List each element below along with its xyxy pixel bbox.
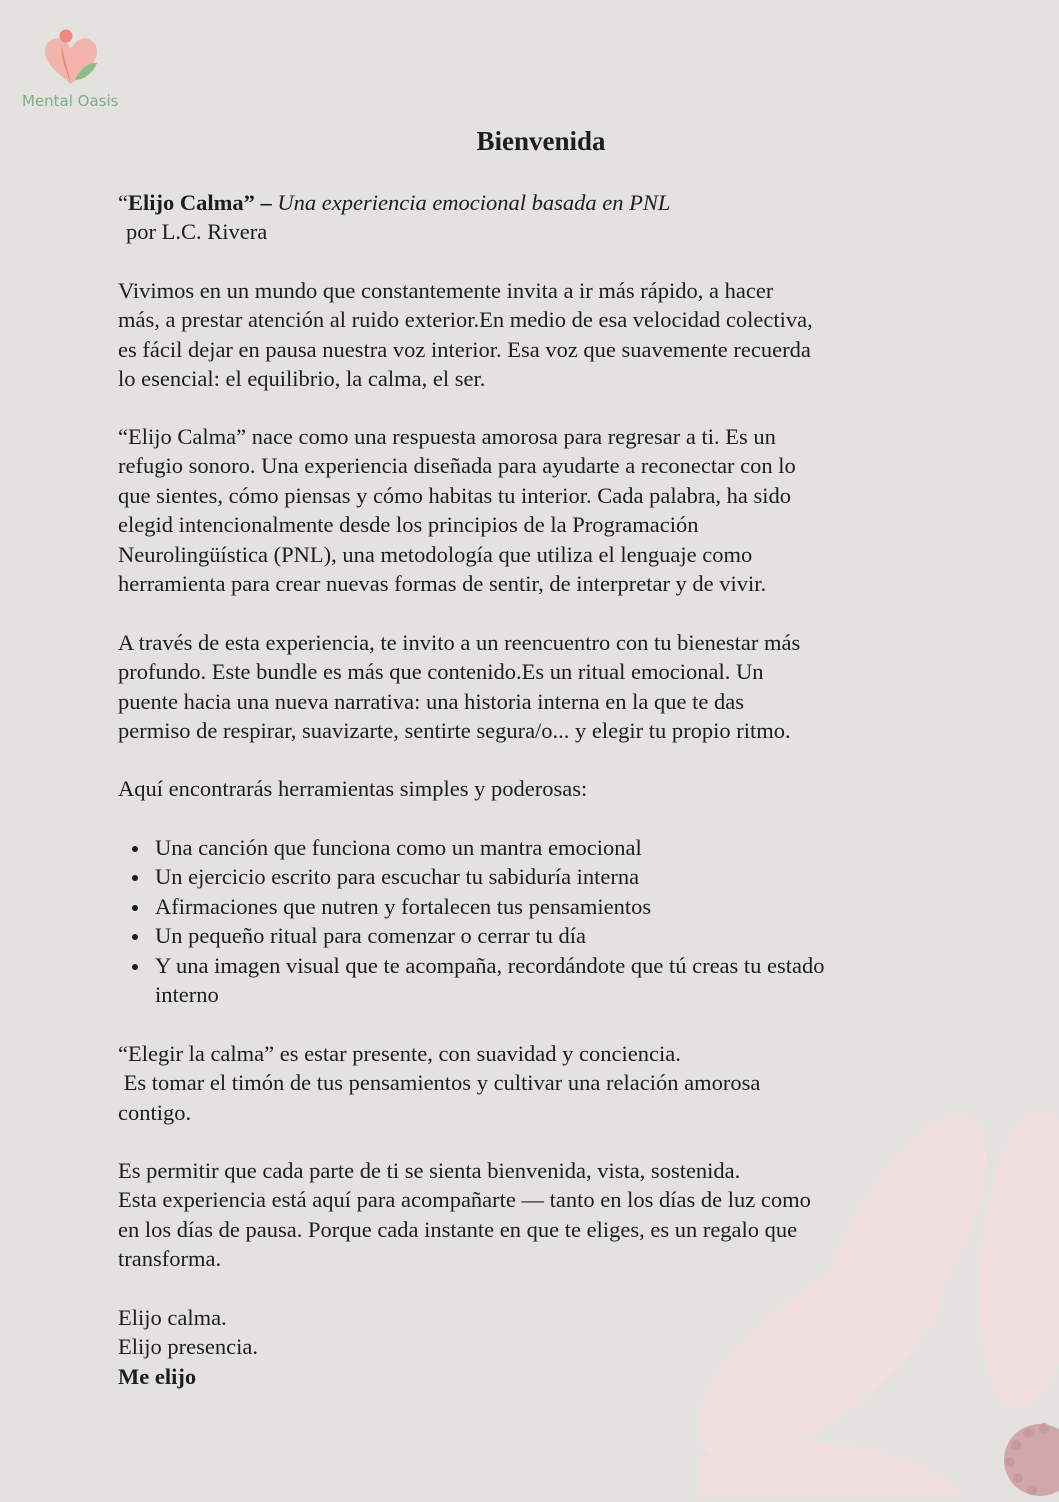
calm-paragraph [118, 1039, 978, 1127]
experience-name: Elijo Calma [128, 190, 244, 215]
list-item [118, 921, 978, 950]
logo-text: Mental Oasis [22, 92, 119, 110]
intro-paragraph [118, 276, 978, 394]
paragraph-line: herramienta para crear nuevas formas de sentir, de interpretar y de vivir. [118, 571, 767, 597]
paragraph-line: es fácil dejar en pausa nuestra voz interior. Esa voz que suavemente recuerda [118, 336, 811, 362]
paragraph-line: más, a prestar atención al ruido exterior.En medio de esa velocidad colectiva, [118, 307, 813, 333]
paragraph-line: refugio sonoro. Una experiencia diseñada para ayudarte a reconectar con lo [118, 453, 796, 479]
list-item [118, 862, 978, 891]
paragraph-line: Neurolingüística (PNL), una metodología que utiliza el lenguaje como [118, 541, 753, 567]
subtitle-block [118, 188, 978, 247]
paragraph-line: Es tomar el timón de tus pensamientos y cultivar una relación amorosa [118, 1070, 761, 1096]
list-item-text: Afirmaciones que nutren y fortalecen tus pensamientos [155, 893, 652, 919]
paragraph-line: Es permitir que cada parte de ti se sienta bienvenida, vista, sostenida. [118, 1158, 741, 1183]
closing-line: Elijo presencia. [118, 1334, 258, 1360]
subtitle-line [118, 188, 978, 217]
author: por L.C. Rivera [126, 219, 268, 245]
paragraph-line: en los días de pausa. Porque cada instante en que te eliges, es un regalo que [118, 1216, 798, 1242]
list-item-text: Un pequeño ritual para comenzar o cerrar tu día [155, 923, 587, 949]
list-item-text: Y una imagen visual que te acompaña, recordándote que tú creas tu estado [155, 952, 825, 978]
paragraph-line: puente hacia una nueva narrativa: una historia interna en la que te das [118, 688, 744, 714]
paragraph-line: elegid intencionalmente desde los principios de la Programación [118, 512, 699, 538]
tools-list [118, 833, 978, 1009]
list-item-text: interno [155, 982, 219, 1008]
closing-line: Elijo calma. [118, 1305, 227, 1330]
paragraph-line: contigo. [118, 1099, 192, 1125]
list-item [118, 951, 978, 1010]
mental-oasis-logo [18, 28, 130, 118]
list-item [118, 833, 978, 862]
paragraph-line: profundo. Este bundle es más que contenido.Es un ritual emocional. Un [118, 659, 764, 685]
heart-person-leaf-icon [42, 28, 100, 90]
paragraph-line: lo esencial: el equilibrio, la calma, el ser. [118, 366, 486, 392]
list-item [118, 892, 978, 921]
paragraph-line: Esta experiencia está aquí para acompañarte — tanto en los días de luz como [118, 1187, 811, 1213]
closing-line: Me elijo [118, 1363, 197, 1389]
list-item-text: Una canción que funciona como un mantra emocional [155, 835, 642, 860]
paragraph-line: permiso de respirar, suavizarte, sentirte segura/o... y elegir tu propio ritmo. [118, 718, 791, 744]
invitation-paragraph [118, 628, 978, 746]
paragraph-line: A través de esta experiencia, te invito a un reencuentro con tu bienestar más [118, 630, 801, 655]
closing-affirmations [118, 1303, 978, 1391]
paragraph-line: Vivimos en un mundo que constantemente invita a ir más rápido, a hacer [118, 278, 774, 303]
tagline: Una experiencia emocional basada en PNL [277, 190, 671, 215]
paragraph-line: “Elijo Calma” nace como una respuesta amorosa para regresar a ti. Es un [118, 424, 776, 449]
paragraph-line: Aquí encontrarás herramientas simples y poderosas: [118, 776, 588, 801]
paragraph-line: “Elegir la calma” es estar presente, con suavidad y conciencia. [118, 1041, 681, 1066]
page-title: Bienvenida [476, 126, 606, 156]
paragraph-line: que sientes, cómo piensas y cómo habitas tu interior. Cada palabra, ha sido [118, 482, 791, 508]
quote-close: ” – [243, 190, 272, 215]
list-item-text: Un ejercicio escrito para escuchar tu sabiduría interna [155, 864, 640, 890]
permission-paragraph [118, 1156, 978, 1274]
paragraph-line: transforma. [118, 1246, 222, 1272]
about-paragraph [118, 422, 978, 598]
tools-intro [118, 774, 978, 803]
quote-open: “ [118, 190, 128, 215]
